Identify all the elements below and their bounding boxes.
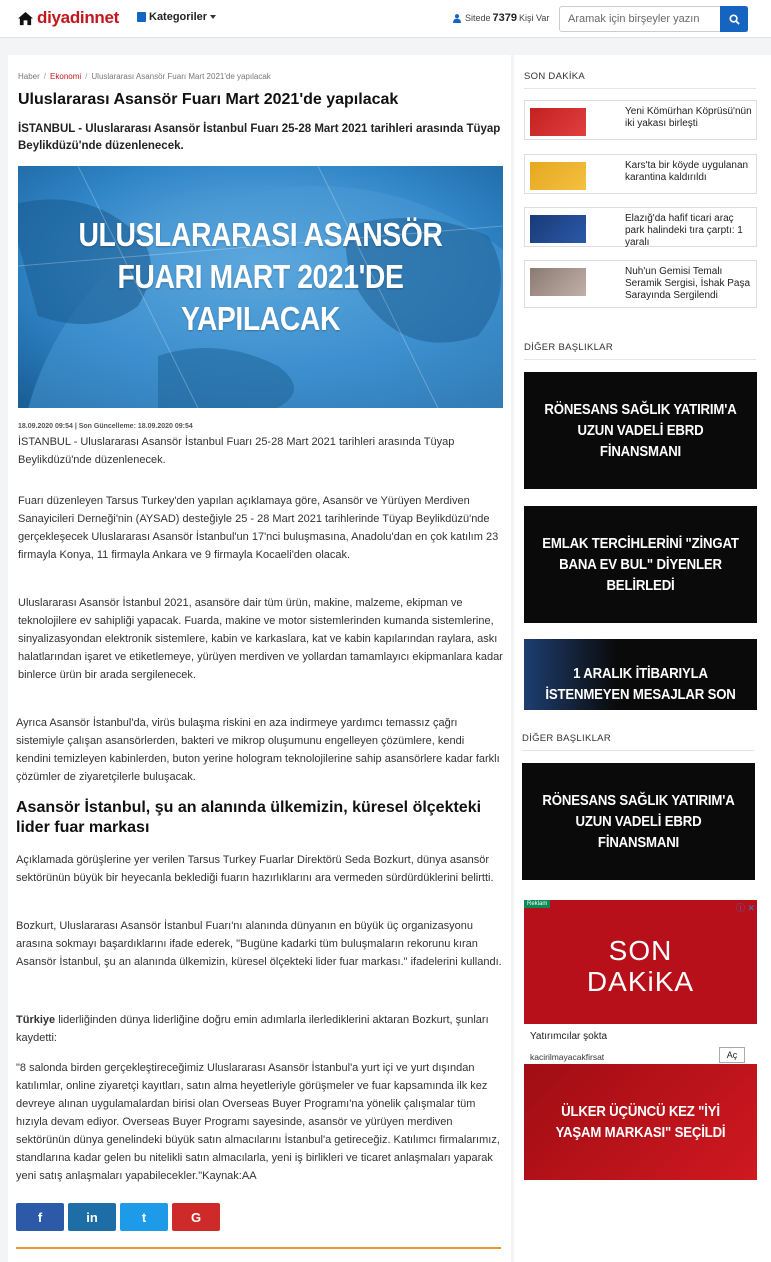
news-thumbnail	[530, 268, 586, 296]
news-title: Elazığ'da hafif ticari araç park halindeki tıra çarptı: 1 yaralı	[625, 213, 743, 248]
section-divider	[16, 1247, 501, 1249]
categories-label: Kategoriler	[149, 11, 208, 23]
article-container	[8, 55, 511, 715]
ad-open-button[interactable]: Aç	[719, 1047, 745, 1063]
sidebar	[514, 55, 771, 710]
breadcrumb-current: Uluslararası Asansör Fuarı Mart 2021'de yapılacak	[91, 72, 271, 81]
article-hero-image	[18, 166, 503, 408]
headline-card[interactable]	[524, 506, 757, 623]
search-button[interactable]	[720, 6, 748, 32]
breadcrumb-category[interactable]: Ekonomi	[50, 72, 82, 81]
logo-text: diyadinnet	[37, 8, 120, 27]
ad-info-icon[interactable]: ⓘ ✕	[735, 903, 755, 913]
article-dates: 18.09.2020 09:54 | Son Güncelleme: 18.09.2020 09:54	[18, 423, 193, 430]
ad-source: kacirilmayacakfirsat	[530, 1052, 605, 1062]
headline-card[interactable]	[522, 763, 755, 880]
breadcrumb-home[interactable]: Haber	[18, 72, 40, 81]
ad-caption[interactable]: Yatırımcılar şokta	[530, 1031, 608, 1042]
linkedin-icon: in	[86, 1209, 98, 1225]
share-linkedin-button[interactable]	[68, 1203, 116, 1231]
article-paragraph: "8 salonda birden gerçekleştireceğimiz Uluslararası Asansör İstanbul'a yurt içi ve yurt dışından katılımlar, online ziyaretçi kayıtları, satın alma heyetleriyle görüşmeler ve fuar kapsamında ilk kez devreye alınan uygulamalardan birisi olan Overseas Buyer Programı'na yönelik çalışmalar tüm hızıyla devam ediyor. Overseas Buyer Programı sayesinde, asansör ve yürüyen merdiven sektörünün dünya genelindeki büyük satın almacılarını İstanbul'a getireceğiz. Katılımcı firmalarımız, standlarına kadar gelen bu nitelikli satın almacılarla, yeni iş birlikleri ve ticaret anlaşmaları yaparak yeni satış anlaşmaları yapabilecekler."Kaynak:AA	[16, 1062, 500, 1182]
article-paragraph: Uluslararası Asansör İstanbul 2021, asansöre dair tüm ürün, makine, malzeme, ekipman ve teknolojilere ev sahipliği yapacak. Fuarda, makine ve motor sistemlerinden kumanda sistemlerine, sinyalizasyondan elektronik sistemlere, kabin ve karkaslara, kat ve kabin kapılarından raylara, askı halatlarından işaret ve etiketlemeye, yürüyen merdiven ve yollardan tamamlayıcı ekipmanlara kadar binlerce ürün bir arada sergilenecek.	[18, 597, 503, 681]
news-thumbnail	[530, 162, 586, 190]
search-icon	[729, 14, 740, 25]
online-prefix: Sitede	[465, 13, 491, 23]
breaking-news-item[interactable]	[524, 100, 757, 140]
article-paragraph: Ayrıca Asansör İstanbul'da, virüs bulaşma riskini en aza indirmeye yardımcı temassız çağrı sistemiyle çalışan asansörlerden, bakteri ve mikrop oluşumunu engelleyen çözümlere, kendi kendini temizleyen kabinlerden, buton yerine hologram teknolojilerine sahip asansörlere kadar farklı çözümler de ziyaretçilerle buluşacak.	[16, 717, 500, 783]
headline-text: RÖNESANS SAĞLIK YATIRIM'A UZUN VADELİ EBRD FİNANSMANI	[544, 401, 737, 460]
online-count: 7379	[492, 12, 518, 24]
google-icon: G	[190, 1209, 202, 1225]
article-intro: İSTANBUL - Uluslararası Asansör İstanbul Fuarı 25-28 Mart 2021 tarihleri arasında Tüyap Beylikdüzü'nde düzenlenecek.	[18, 436, 455, 466]
ad-headline: SON	[608, 935, 673, 966]
categories-dropdown[interactable]	[137, 11, 216, 23]
breaking-news-item[interactable]	[524, 207, 757, 247]
news-thumbnail	[530, 215, 586, 243]
article-subheading: Asansör İstanbul, şu an alanında ülkemizin, küresel ölçekteki lider fuar markası	[16, 799, 482, 836]
news-title: Nuh'un Gemisi Temalı Seramik Sergisi, İshak Paşa Sarayında Sergilendi	[625, 266, 751, 301]
bold-keyword[interactable]: Türkiye	[16, 1014, 56, 1026]
divider	[524, 88, 756, 89]
other-headlines-heading: DİĞER BAŞLIKLAR	[522, 733, 611, 744]
share-google-button[interactable]	[172, 1203, 220, 1231]
book-icon	[137, 12, 146, 22]
hero-overlay-text: ULUSLARARASI ASANSÖR FUARI MART 2021'DE YAPILACAK	[78, 216, 443, 337]
twitter-icon: t	[141, 1209, 147, 1225]
article-continuation	[8, 710, 511, 1262]
headline-card[interactable]	[524, 372, 757, 489]
share-facebook-button[interactable]	[16, 1203, 64, 1231]
headline-card[interactable]	[524, 1064, 757, 1180]
news-thumbnail	[530, 108, 586, 136]
home-icon	[17, 11, 34, 26]
advertisement[interactable]	[524, 900, 757, 1024]
headline-text: ÜLKER ÜÇÜNCÜ KEZ "İYİ YAŞAM MARKASI" SEÇİLDİ	[555, 1103, 726, 1141]
article-paragraph: Bozkurt, Uluslararası Asansör İstanbul Fuarı'nı alanında dünyanın en büyük üç organizasyonu arasına sokmayı başardıklarını ifade ederek, "Bugüne kadarki tüm buluşmaların rekorunu kıran Asansör İstanbul, şu an alanında ülkemizin, küresel ölçekteki lider fuar markası." ifadelerini kullandı.	[16, 920, 502, 968]
breaking-news-item[interactable]	[524, 154, 757, 194]
ad-label: Reklam	[524, 900, 550, 908]
ad-headline: DAKiKA	[586, 966, 695, 997]
site-logo[interactable]	[17, 8, 119, 28]
article-paragraph: Fuarı düzenleyen Tarsus Turkey'den yapılan açıklamaya göre, Asansör ve Yürüyen Merdiven Sanayicileri Derneği'nin (AYSAD) desteğiyle 25 - 28 Mart 2021 tarihlerinde Tüyap Beylikdüzü'nde gerçekleşecek Uluslararası Asansör İstanbul'un 17'nci buluşmasına, Anadolu'dan en çok katılım 23 firmayla Konya, 11 firmayla Ankara ve 9 firmayla Kocaeli'den olacak.	[18, 495, 499, 561]
divider	[524, 359, 756, 360]
divider	[522, 750, 754, 751]
breaking-news-item[interactable]	[524, 260, 757, 308]
headline-text: EMLAK TERCİHLERİNİ "ZİNGAT BANA EV BUL" DİYENLER BELİRLEDİ	[542, 535, 739, 594]
article-paragraph: Açıklamada görüşlerine yer verilen Tarsus Turkey Fuarlar Direktörü Seda Bozkurt, dünya asansör sektörünün büyük bir heyecanla beklediği fuarın hazırlıklarını ara vermeden sürdürdüklerini belirtti.	[16, 854, 494, 884]
news-title: Kars'ta bir köyde uygulanan karantina kaldırıldı	[625, 160, 749, 183]
headline-text: RÖNESANS SAĞLIK YATIRIM'A UZUN VADELİ EBRD FİNANSMANI	[542, 792, 735, 851]
article-spot: İSTANBUL - Uluslararası Asansör İstanbul Fuarı 25-28 Mart 2021 tarihleri arasında Tüyap Beylikdüzü'nde düzenlenecek.	[18, 123, 501, 152]
online-suffix: Kişi Var	[519, 13, 550, 23]
share-twitter-button[interactable]	[120, 1203, 168, 1231]
top-navbar	[0, 0, 771, 38]
online-counter	[453, 12, 549, 24]
article-paragraph: Türkiye liderliğinden dünya liderliğine doğru emin adımlarla ilerlediklerini aktaran Bozkurt, şunları kaydetti:	[16, 1014, 489, 1044]
headline-card[interactable]	[524, 639, 757, 710]
article-title: Uluslararası Asansör Fuarı Mart 2021'de yapılacak	[18, 91, 399, 108]
breaking-news-heading: SON DAKİKA	[524, 71, 586, 82]
sidebar-continuation	[514, 710, 771, 1262]
breadcrumb: Haber / Ekonomi / Uluslararası Asansör Fuarı Mart 2021'de yapılacak	[18, 72, 271, 81]
other-headlines-heading: DİĞER BAŞLIKLAR	[524, 342, 613, 353]
headline-text: 1 ARALIK İTİBARIYLA İSTENMEYEN MESAJLAR SON	[545, 664, 736, 703]
news-title: Yeni Kömürhan Köprüsü'nün iki yakası birleşti	[625, 106, 752, 129]
caret-down-icon	[210, 15, 216, 19]
user-icon	[453, 14, 461, 23]
facebook-icon: f	[37, 1209, 43, 1225]
